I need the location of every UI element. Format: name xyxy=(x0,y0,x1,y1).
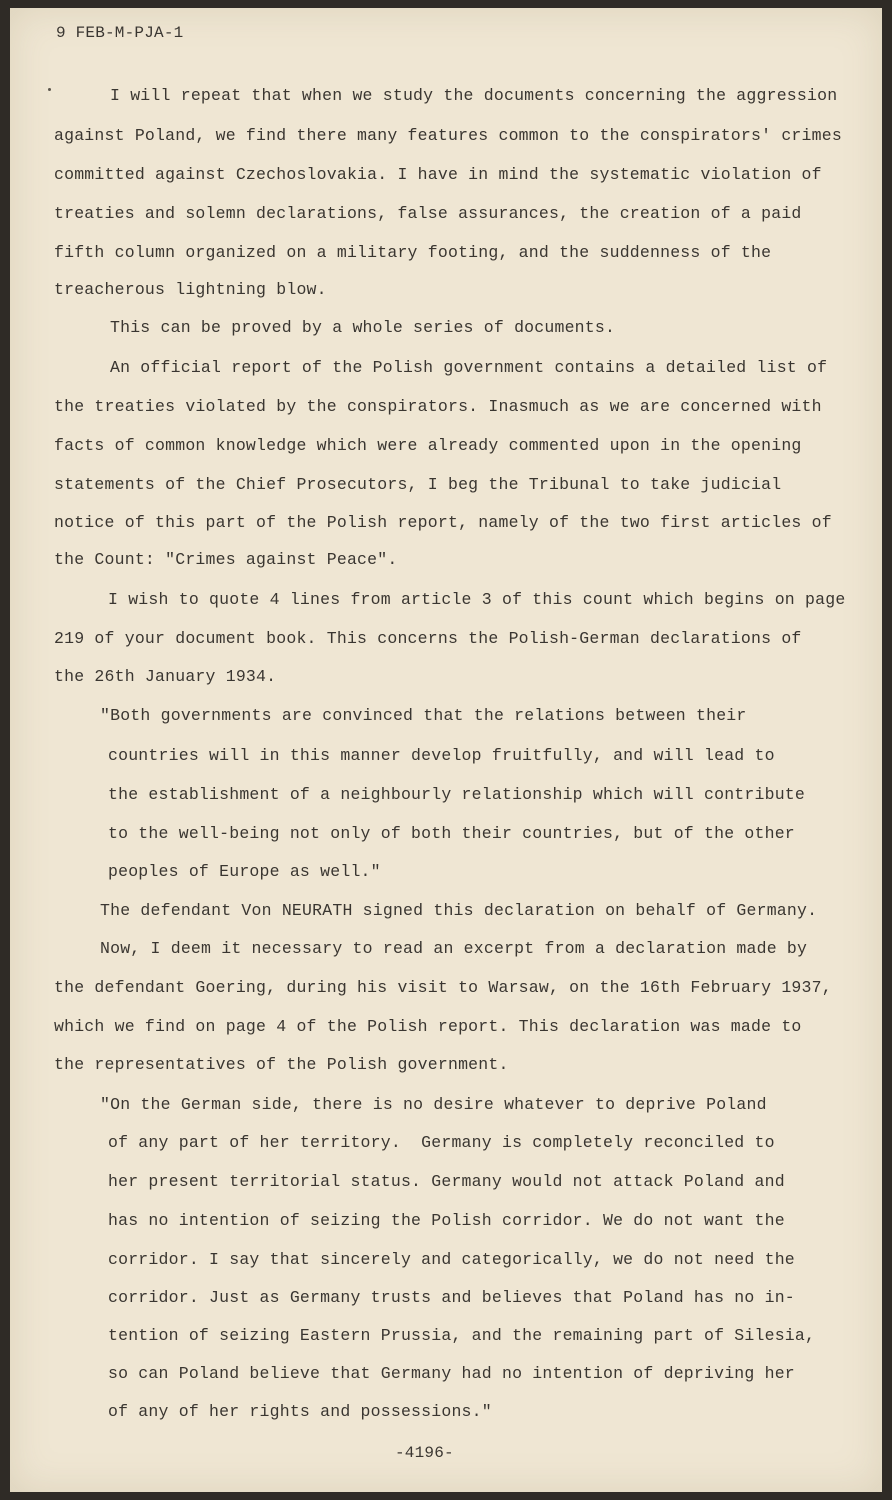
document-page xyxy=(10,8,882,1492)
paragraph-3-line-3: facts of common knowledge which were already commented upon in the opening xyxy=(54,436,802,455)
quote-1-line-4: to the well-being not only of both their countries, but of the other xyxy=(108,824,795,843)
quote-1-line-5: peoples of Europe as well." xyxy=(108,862,381,881)
paragraph-7-line-2: the defendant Goering, during his visit to Warsaw, on the 16th February 1937, xyxy=(54,978,832,997)
paragraph-7-line-3: which we find on page 4 of the Polish report. This declaration was made to xyxy=(54,1017,802,1036)
paragraph-4-line-3: the 26th January 1934. xyxy=(54,667,277,686)
margin-mark xyxy=(48,88,51,91)
paragraph-1-line-1: I will repeat that when we study the documents concerning the aggression xyxy=(110,86,838,105)
paragraph-3-line-4: statements of the Chief Prosecutors, I beg the Tribunal to take judicial xyxy=(54,475,782,494)
paragraph-3-line-5: notice of this part of the Polish report, namely of the two first articles of xyxy=(54,513,832,532)
paragraph-1-line-2: against Poland, we find there many features common to the conspirators' crimes xyxy=(54,126,842,145)
paragraph-4-line-1: I wish to quote 4 lines from article 3 of this count which begins on page xyxy=(108,590,846,609)
quote-2-line-9: of any of her rights and possessions." xyxy=(108,1402,492,1421)
quote-2-line-1: "On the German side, there is no desire whatever to deprive Poland xyxy=(100,1095,767,1114)
quote-2-line-2: of any part of her territory. Germany is completely reconciled to xyxy=(108,1133,775,1152)
paragraph-7-line-4: the representatives of the Polish government. xyxy=(54,1055,509,1074)
paragraph-1-line-3: committed against Czechoslovakia. I have in mind the systematic violation of xyxy=(54,165,822,184)
quote-2-line-5: corridor. I say that sincerely and categorically, we do not need the xyxy=(108,1250,795,1269)
quote-2-line-7: tention of seizing Eastern Prussia, and the remaining part of Silesia, xyxy=(108,1326,816,1345)
quote-2-line-8: so can Poland believe that Germany had no intention of depriving her xyxy=(108,1364,795,1383)
quote-2-line-6: corridor. Just as Germany trusts and believes that Poland has no in- xyxy=(108,1288,795,1307)
paragraph-4-line-2: 219 of your document book. This concerns the Polish-German declarations of xyxy=(54,629,802,648)
quote-2-line-4: has no intention of seizing the Polish corridor. We do not want the xyxy=(108,1211,785,1230)
paragraph-1-line-6: treacherous lightning blow. xyxy=(54,280,327,299)
paragraph-1-line-4: treaties and solemn declarations, false assurances, the creation of a paid xyxy=(54,204,802,223)
document-reference: 9 FEB-M-PJA-1 xyxy=(56,24,184,42)
paragraph-6-line-1: The defendant Von NEURATH signed this declaration on behalf of Germany. xyxy=(100,901,818,920)
paragraph-1-line-5: fifth column organized on a military footing, and the suddenness of the xyxy=(54,243,772,262)
quote-1-line-3: the establishment of a neighbourly relationship which will contribute xyxy=(108,785,806,804)
paragraph-7-line-1: Now, I deem it necessary to read an excerpt from a declaration made by xyxy=(100,939,808,958)
paragraph-3-line-6: the Count: "Crimes against Peace". xyxy=(54,550,398,569)
paragraph-3-line-1: An official report of the Polish government contains a detailed list of xyxy=(110,358,828,377)
quote-1-line-2: countries will in this manner develop fruitfully, and will lead to xyxy=(108,746,775,765)
quote-1-line-1: "Both governments are convinced that the relations between their xyxy=(100,706,747,725)
paragraph-2-line-1: This can be proved by a whole series of documents. xyxy=(110,318,616,337)
paragraph-3-line-2: the treaties violated by the conspirators. Inasmuch as we are concerned with xyxy=(54,397,822,416)
page-number: -4196- xyxy=(395,1444,454,1462)
quote-2-line-3: her present territorial status. Germany would not attack Poland and xyxy=(108,1172,785,1191)
